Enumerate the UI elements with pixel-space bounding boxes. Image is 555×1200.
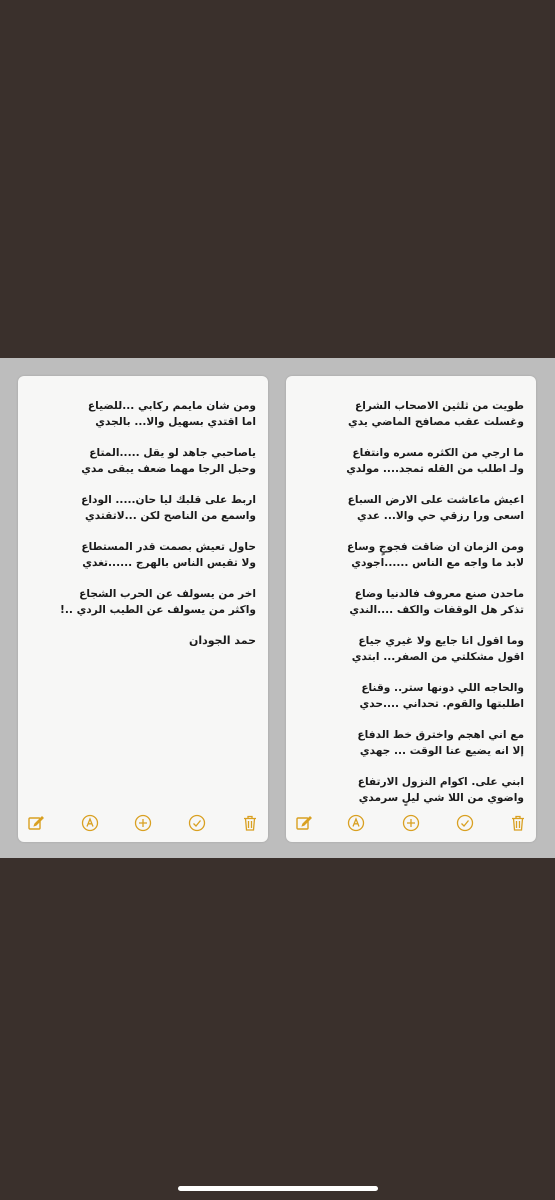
verse xyxy=(294,539,524,571)
verse-line: اما اقتدي بسهيل والا... بالجدي xyxy=(95,416,256,428)
verse-line: ياصاحبي جاهد لو يقل .....المتاع xyxy=(89,447,256,459)
verse xyxy=(294,633,524,665)
verse-line: حاول تعيش بصمت قدر المستطاع xyxy=(81,541,256,553)
compose-icon[interactable] xyxy=(27,814,45,832)
markup-icon[interactable] xyxy=(347,814,365,832)
verse xyxy=(294,492,524,524)
poet-signature: حمد الجودان xyxy=(188,634,256,647)
verse-line: تذكر هل الوقفات والكف ....الندي xyxy=(349,604,524,616)
verse-line: والحاجه اللي دونها ستر.. وقناع xyxy=(361,682,524,694)
verse-line: طويت من ثلثين الاصحاب الشراع xyxy=(354,400,524,412)
verse-line: وغسلت عقب مصافح الماضي يدي xyxy=(348,416,524,428)
verse-line: وما اقول انا جايع ولا غيري جياع xyxy=(358,635,524,647)
notes-toolbar xyxy=(18,814,268,834)
verse xyxy=(26,492,256,524)
verse-line: ومن الزمان ان ضاقت فجوجٍ وساع xyxy=(346,541,524,553)
home-indicator[interactable] xyxy=(178,1186,378,1191)
verse xyxy=(294,727,524,759)
verse-line: وحبل الرجا مهما ضعف يبقى مدي xyxy=(81,463,256,475)
verse-line: اعيش ماعاشت على الارض السباع xyxy=(347,494,524,506)
verse-line: ما ارجي من الكثره مسره وانتفاع xyxy=(352,447,524,459)
verse-line: ومن شان مايمم ركابي ...للضياع xyxy=(87,400,256,412)
verse-line: اقول مشكلتي من الصفر... ابتدي xyxy=(351,651,524,663)
verse-line: اربط على قلبك ليا حان..... الوداع xyxy=(81,494,256,506)
note-card-left xyxy=(18,376,268,842)
verse-line: ابني على. اكوام النزول الارتفاع xyxy=(357,776,524,788)
notes-toolbar xyxy=(286,814,536,834)
note-text-right xyxy=(294,398,524,821)
verse-line: واسمع من الناصح لكن ...لاتقتدي xyxy=(85,510,256,522)
verse xyxy=(294,774,524,806)
verse xyxy=(294,398,524,430)
verse-line: واضوي من اللا شي ليلٍ سرمدي xyxy=(358,792,524,804)
verse-line: واكثر من يسولف عن الطيب الردي ..! xyxy=(60,604,256,616)
verse xyxy=(294,445,524,477)
verse-line: لابد ما واجه مع الناس ......اجودي xyxy=(351,557,524,569)
trash-icon[interactable] xyxy=(241,814,259,832)
add-icon[interactable] xyxy=(134,814,152,832)
verse-line: ولا تقيس الناس بالهرج ......تغدي xyxy=(82,557,256,569)
verse-line: اسعى ورا رزقي حي والا... عدي xyxy=(357,510,524,522)
done-check-icon[interactable] xyxy=(456,814,474,832)
verse-line: مع اني اهجم واخترق خط الدفاع xyxy=(357,729,524,741)
note-card-right xyxy=(286,376,536,842)
verse-line: اطلبتها والقوم. تحداني ....حدي xyxy=(359,698,524,710)
add-icon[interactable] xyxy=(402,814,420,832)
verse xyxy=(26,398,256,430)
verse-line: إلا انه يضيع عنا الوقت ... جهدي xyxy=(359,745,524,757)
verse-line: ولـ اطلب من القله تمجد.... مولدي xyxy=(346,463,524,475)
verse xyxy=(26,539,256,571)
verse xyxy=(294,586,524,618)
verse-line: ماحدن صنع معروف فالدنيا وضاع xyxy=(354,588,524,600)
note-text-left xyxy=(26,398,256,649)
verse xyxy=(26,586,256,618)
compose-icon[interactable] xyxy=(295,814,313,832)
verse-line: اخر من يسولف عن الحرب الشجاع xyxy=(79,588,256,600)
trash-icon[interactable] xyxy=(509,814,527,832)
verse xyxy=(26,445,256,477)
verse xyxy=(294,680,524,712)
markup-icon[interactable] xyxy=(81,814,99,832)
done-check-icon[interactable] xyxy=(188,814,206,832)
